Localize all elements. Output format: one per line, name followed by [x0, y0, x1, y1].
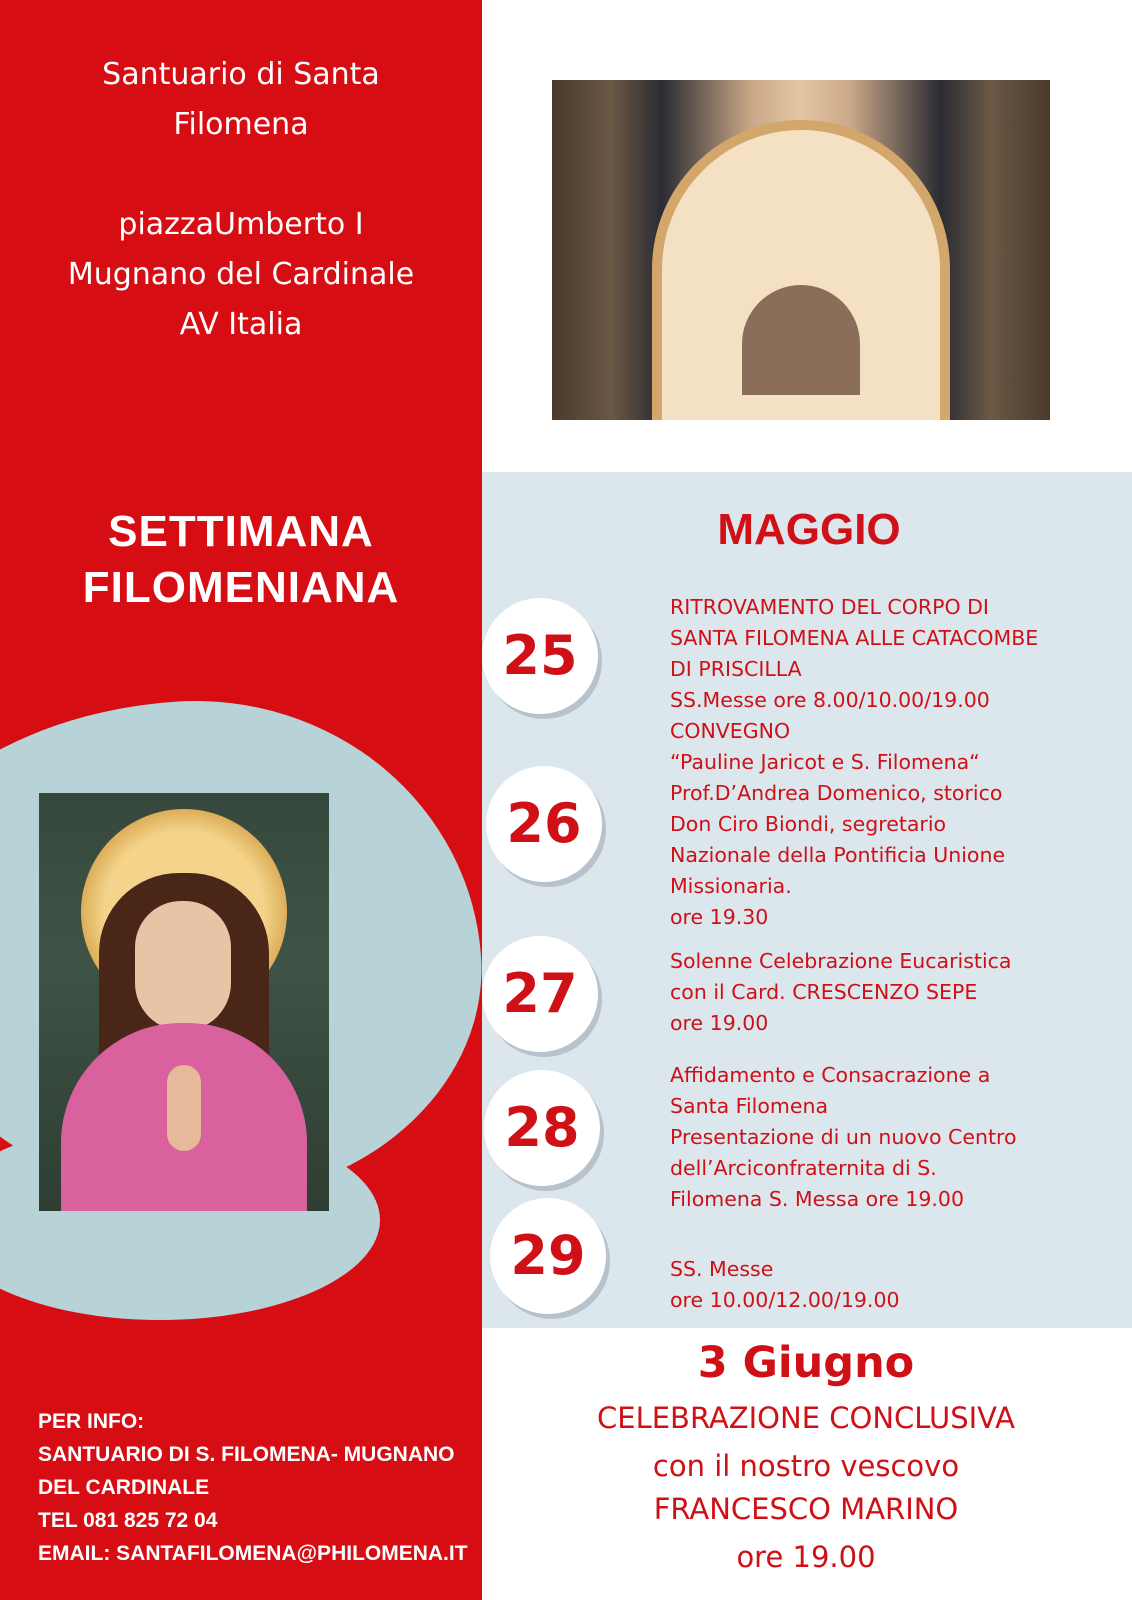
- sanctuary-name-line-2: Filomena: [173, 107, 309, 142]
- event-line: SANTA FILOMENA ALLE CATACOMBE: [670, 626, 1039, 650]
- day-circle-27: 27: [482, 936, 598, 1052]
- info-heading: PER INFO:: [38, 1410, 145, 1433]
- event-25: [670, 592, 1110, 716]
- event-line: con il Card. CRESCENZO SEPE: [670, 980, 978, 1004]
- week-title-line-1: SETTIMANA: [108, 507, 374, 556]
- event-line: ore 10.00/12.00/19.00: [670, 1288, 900, 1312]
- event-line: SS.Messe ore 8.00/10.00/19.00: [670, 688, 990, 712]
- closing-line-3: FRANCESCO MARINO: [653, 1492, 959, 1526]
- left-panel: [0, 0, 482, 1600]
- event-line: Solenne Celebrazione Eucaristica: [670, 949, 1012, 973]
- info-sanctuary: SANTUARIO DI S. FILOMENA- MUGNANO: [38, 1443, 455, 1466]
- praying-hands: [167, 1065, 201, 1151]
- day-circle-28: 28: [484, 1070, 600, 1186]
- altar-niche: [742, 285, 860, 395]
- address-line-3: AV Italia: [179, 307, 303, 342]
- event-line: CONVEGNO: [670, 719, 791, 743]
- day-circle-25: 25: [482, 598, 598, 714]
- sanctuary-name-line-1: Santuario di Santa: [102, 57, 380, 92]
- event-line: Don Ciro Biondi, segretario: [670, 812, 947, 836]
- event-line: SS. Messe: [670, 1257, 774, 1281]
- address-line-1: piazzaUmberto I: [118, 207, 364, 242]
- event-line: Missionaria.: [670, 874, 792, 898]
- closing-date: 3 Giugno: [697, 1338, 915, 1388]
- event-line: dell’Arciconfraternita di S.: [670, 1156, 937, 1180]
- event-line: ore 19.30: [670, 905, 769, 929]
- event-line: RITROVAMENTO DEL CORPO DI: [670, 595, 989, 619]
- week-title: [0, 504, 482, 616]
- event-line: Presentazione di un nuovo Centro: [670, 1125, 1017, 1149]
- address-line-2: Mugnano del Cardinale: [67, 257, 415, 292]
- event-29: [670, 1254, 1110, 1316]
- closing-line-1: CELEBRAZIONE CONCLUSIVA: [597, 1401, 1015, 1435]
- closing-line-4: ore 19.00: [736, 1540, 876, 1574]
- event-line: DI PRISCILLA: [670, 657, 802, 681]
- info-phone: TEL 081 825 72 04: [38, 1509, 218, 1532]
- event-line: Prof.D’Andrea Domenico, storico: [670, 781, 1003, 805]
- saint-filomena-painting: [39, 793, 329, 1211]
- info-sanctuary-cont: DEL CARDINALE: [38, 1476, 210, 1499]
- event-28: [670, 1060, 1110, 1215]
- month-title: MAGGIO: [717, 505, 901, 554]
- event-line: ore 19.00: [670, 1011, 769, 1035]
- event-27: [670, 946, 1110, 1039]
- contact-info: [38, 1405, 468, 1570]
- week-title-line-2: FILOMENIANA: [82, 563, 400, 612]
- day-circle-29: 29: [490, 1198, 606, 1314]
- day-circle-26: 26: [486, 766, 602, 882]
- face: [135, 901, 231, 1031]
- event-line: Filomena S. Messa ore 19.00: [670, 1187, 965, 1211]
- event-line: Affidamento e Consacrazione a: [670, 1063, 991, 1087]
- sanctuary-altar-photo: [552, 80, 1050, 420]
- event-line: Santa Filomena: [670, 1094, 829, 1118]
- event-line: “Pauline Jaricot e S. Filomena“: [670, 750, 980, 774]
- event-26: [670, 716, 1110, 933]
- info-email[interactable]: EMAIL: SANTAFILOMENA@PHILOMENA.IT: [38, 1542, 468, 1565]
- event-line: Nazionale della Pontificia Unione: [670, 843, 1006, 867]
- closing-line-2: con il nostro vescovo: [652, 1449, 960, 1483]
